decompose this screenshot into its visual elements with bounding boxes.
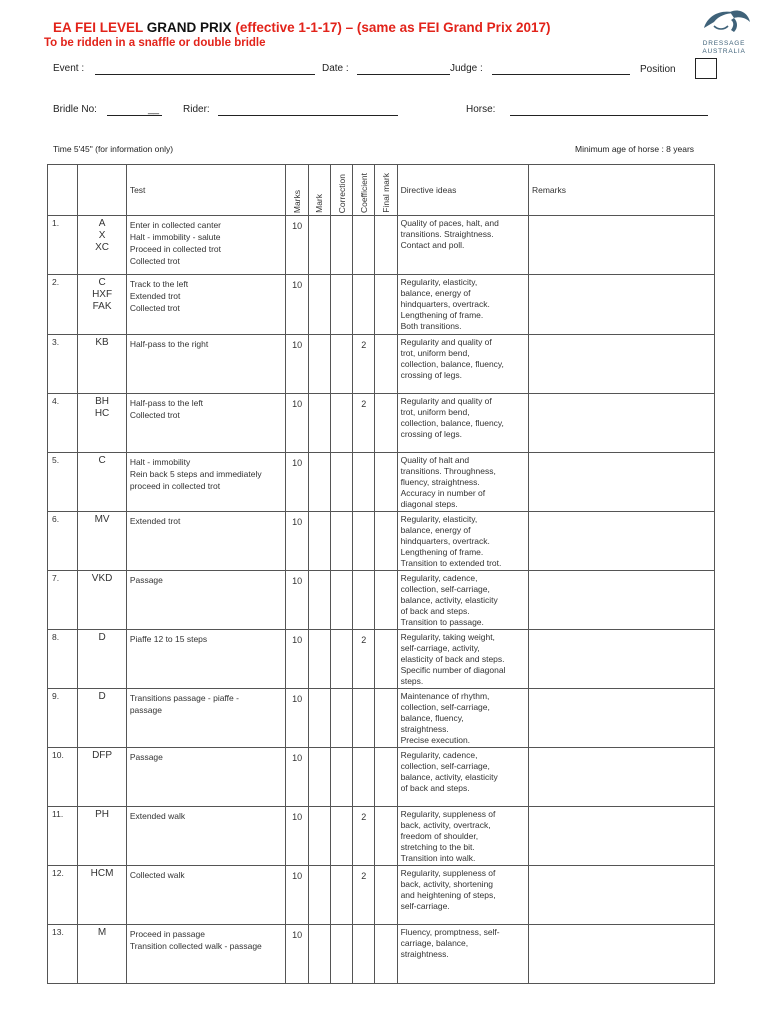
movement-directive-ideas [397,571,528,630]
movement-test-line: Rein back 5 steps and immediately [129,469,262,479]
movement-letter: KB [95,337,109,348]
movement-test [126,748,286,807]
directive-line: Quality of halt and [400,455,470,465]
movement-letters [78,866,127,925]
movement-coefficient [353,925,375,984]
directive-line: of back and steps. [400,783,470,793]
header-directive-ideas: Directive ideas [397,165,528,216]
movement-test-line: Extended trot [129,516,181,526]
minimum-age-info: Minimum age of horse : 8 years [575,144,695,154]
movement-coefficient: 2 [353,807,375,866]
movement-letters [78,807,127,866]
movement-letter: D [98,632,106,643]
remarks-entry-cell[interactable] [528,512,714,571]
movement-test [126,689,286,748]
page-subtitle: To be ridden in a snaffle or double bridle [44,37,266,49]
movement-max-marks: 10 [286,630,308,689]
directive-line: and heightening of steps, [400,890,496,900]
movement-test [126,512,286,571]
movement-letter: A [98,218,106,229]
mark-entry-cell[interactable] [308,335,330,394]
movement-test-line: Halt - immobility [129,457,191,467]
directive-line: Transition to extended trot. [400,558,502,568]
mark-entry-cell[interactable] [308,453,330,512]
movement-directive-ideas [397,925,528,984]
header-marks-label: Marks [292,189,303,213]
directive-line: Regularity, elasticity, [400,514,478,524]
movement-test-line: passage [129,705,162,715]
directive-line: freedom of shoulder, [400,831,479,841]
movement-directive-ideas [397,275,528,335]
movement-number: 11. [48,807,78,866]
directive-line: collection, self-carriage, [400,702,490,712]
correction-entry-cell[interactable] [330,394,352,453]
movement-number: 12. [48,866,78,925]
correction-entry-cell[interactable] [330,925,352,984]
directive-line: balance, energy of [400,288,471,298]
position-box[interactable] [695,58,717,79]
final-mark-entry-cell[interactable] [375,866,397,925]
final-mark-entry-cell[interactable] [375,335,397,394]
movement-test-line: Halt - immobility - salute [129,232,221,242]
title-test-name: GRAND PRIX [146,20,232,35]
movement-number: 2. [48,275,78,335]
movement-coefficient: 2 [353,630,375,689]
mark-entry-cell[interactable] [308,689,330,748]
movement-directive-ideas [397,807,528,866]
final-mark-entry-cell[interactable] [375,925,397,984]
directive-line: stretching to the bit. [400,842,475,852]
header-marks [286,165,308,216]
directive-line: Regularity, taking weight, [400,632,495,642]
movement-letter: FAK [92,301,112,312]
final-mark-entry-cell[interactable] [375,453,397,512]
movement-test [126,394,286,453]
directive-line: Regularity and quality of [400,396,492,406]
directive-line: hindquarters, overtrack. [400,536,490,546]
directive-line: collection, self-carriage, [400,761,490,771]
bridle-value: __ [148,104,160,115]
movement-letter: XC [95,242,110,253]
directive-line: Transition into walk. [400,853,476,863]
table-header-row [48,165,715,216]
directive-line: balance, activity, elasticity [400,772,498,782]
final-mark-entry-cell[interactable] [375,216,397,275]
correction-entry-cell[interactable] [330,571,352,630]
movement-max-marks: 10 [286,925,308,984]
movement-row [48,571,715,630]
movement-letter: D [98,691,106,702]
movement-test-line: Collected trot [129,256,180,266]
movement-letter: C [98,277,106,288]
movement-max-marks: 10 [286,689,308,748]
test-sheet-table [47,164,715,984]
movement-coefficient [353,453,375,512]
directive-line: crossing of legs. [400,370,462,380]
movement-number: 8. [48,630,78,689]
movement-directive-ideas [397,216,528,275]
header-number [48,165,78,216]
movement-number: 13. [48,925,78,984]
movement-test [126,335,286,394]
movement-coefficient [353,216,375,275]
directive-line: steps. [400,676,424,686]
movement-directive-ideas [397,748,528,807]
movement-test-line: Collected trot [129,303,180,313]
final-mark-entry-cell[interactable] [375,689,397,748]
correction-entry-cell[interactable] [330,453,352,512]
logo-line-1: DRESSAGE [702,40,746,47]
directive-line: Fluency, promptness, self- [400,927,500,937]
directive-line: Regularity, suppleness of [400,868,496,878]
movement-test-line: proceed in collected trot [129,481,221,491]
mark-entry-cell[interactable] [308,571,330,630]
directive-line: transitions. Throughness, [400,466,496,476]
directive-line: collection, self-carriage, [400,584,490,594]
movement-directive-ideas [397,394,528,453]
movement-test [126,925,286,984]
movement-letters [78,394,127,453]
movement-test-line: Passage [129,752,163,762]
mark-entry-cell[interactable] [308,925,330,984]
movement-test-line: Collected walk [129,870,185,880]
movement-coefficient [353,512,375,571]
header-letters [78,165,127,216]
movement-number: 1. [48,216,78,275]
remarks-entry-cell[interactable] [528,453,714,512]
remarks-entry-cell[interactable] [528,630,714,689]
directive-line: balance, energy of [400,525,471,535]
remarks-entry-cell[interactable] [528,216,714,275]
horse-field[interactable] [510,115,708,116]
directive-line: trot, uniform bend, [400,348,470,358]
movement-test [126,275,286,335]
time-info: Time 5'45" (for information only) [53,144,174,154]
directive-line: straightness. [400,949,449,959]
movement-max-marks: 10 [286,748,308,807]
final-mark-entry-cell[interactable] [375,748,397,807]
remarks-entry-cell[interactable] [528,394,714,453]
movement-directive-ideas [397,512,528,571]
correction-entry-cell[interactable] [330,748,352,807]
movement-letter: DFP [92,750,113,761]
correction-entry-cell[interactable] [330,335,352,394]
movement-number: 5. [48,453,78,512]
directive-line: Regularity, elasticity, [400,277,478,287]
header-final-mark-label: Final mark [380,173,391,213]
final-mark-entry-cell[interactable] [375,630,397,689]
movement-row [48,335,715,394]
directive-line: Lengthening of frame. [400,547,484,557]
movement-row [48,394,715,453]
movement-number: 3. [48,335,78,394]
movement-coefficient [353,275,375,335]
mark-entry-cell[interactable] [308,275,330,335]
directive-line: trot, uniform bend, [400,407,470,417]
header-mark [308,165,330,216]
movement-coefficient: 2 [353,335,375,394]
directive-line: of back and steps. [400,606,470,616]
date-field[interactable] [357,74,450,75]
header-test: Test [126,165,286,216]
movement-test-line: Transitions passage - piaffe - [129,693,239,703]
final-mark-entry-cell[interactable] [375,571,397,630]
directive-line: back, activity, overtrack, [400,820,491,830]
directive-line: Both transitions. [400,321,462,331]
movement-directive-ideas [397,689,528,748]
movement-letters [78,925,127,984]
correction-entry-cell[interactable] [330,807,352,866]
directive-line: Regularity, cadence, [400,750,478,760]
movement-max-marks: 10 [286,807,308,866]
movement-row [48,453,715,512]
directive-line: balance, fluency, [400,713,464,723]
movement-number: 6. [48,512,78,571]
mark-entry-cell[interactable] [308,512,330,571]
correction-entry-cell[interactable] [330,630,352,689]
mark-entry-cell[interactable] [308,748,330,807]
movement-directive-ideas [397,630,528,689]
movement-test-line: Piaffe 12 to 15 steps [129,634,208,644]
movement-directive-ideas [397,866,528,925]
movement-number: 9. [48,689,78,748]
movement-letter: BH [95,396,110,407]
movement-letter: VKD [91,573,113,584]
horse-label: Horse: [466,104,496,115]
date-label: Date : [322,63,349,74]
movement-letter: MV [94,514,110,525]
movement-directive-ideas [397,453,528,512]
movement-max-marks: 10 [286,866,308,925]
movement-number: 7. [48,571,78,630]
movement-max-marks: 10 [286,394,308,453]
movement-directive-ideas [397,335,528,394]
movement-coefficient [353,571,375,630]
movement-test-line: Proceed in passage [129,929,205,939]
movement-letters [78,571,127,630]
directive-line: Contact and poll. [400,240,465,250]
movement-test-line: Transition collected walk - passage [129,941,262,951]
mark-entry-cell[interactable] [308,630,330,689]
event-label: Event : [53,63,85,74]
movement-test [126,571,286,630]
directive-line: self-carriage. [400,901,450,911]
movement-letter: HXF [92,289,113,300]
directive-line: elasticity of back and steps. [400,654,505,664]
movement-max-marks: 10 [286,216,308,275]
movement-max-marks: 10 [286,335,308,394]
remarks-entry-cell[interactable] [528,807,714,866]
directive-line: Maintenance of rhythm, [400,691,490,701]
movement-letters [78,453,127,512]
remarks-entry-cell[interactable] [528,335,714,394]
movement-test [126,866,286,925]
title-level: EA FEI LEVEL [53,20,144,35]
correction-entry-cell[interactable] [330,512,352,571]
movement-number: 10. [48,748,78,807]
title-effective: (effective 1-1-17) – (same as FEI Grand Prix 2017) [235,20,551,35]
rider-field[interactable] [218,115,398,116]
remarks-entry-cell[interactable] [528,571,714,630]
header-mark-label: Mark [314,194,325,213]
rider-label: Rider: [183,104,210,115]
remarks-entry-cell[interactable] [528,866,714,925]
directive-line: collection, balance, fluency, [400,359,504,369]
header-correction [330,165,352,216]
directive-line: back, activity, shortening [400,879,494,889]
final-mark-entry-cell[interactable] [375,275,397,335]
movement-letter: HC [94,408,110,419]
movement-letters [78,275,127,335]
correction-entry-cell[interactable] [330,275,352,335]
directive-line: collection, balance, fluency, [400,418,504,428]
directive-line: Specific number of diagonal [400,665,506,675]
remarks-entry-cell[interactable] [528,748,714,807]
movement-test-line: Extended walk [129,811,186,821]
bridle-field[interactable] [107,115,162,116]
movement-test [126,216,286,275]
final-mark-entry-cell[interactable] [375,807,397,866]
movement-test [126,630,286,689]
movement-test-line: Passage [129,575,163,585]
correction-entry-cell[interactable] [330,216,352,275]
remarks-entry-cell[interactable] [528,275,714,335]
movement-test-line: Proceed in collected trot [129,244,222,254]
directive-line: Quality of paces, halt, and [400,218,499,228]
movement-row [48,689,715,748]
movement-letter: M [97,927,107,938]
movement-test-line: Half-pass to the right [129,339,209,349]
movement-test-line: Half-pass to the left [129,398,204,408]
movement-letter: C [98,455,106,466]
movement-max-marks: 10 [286,275,308,335]
final-mark-entry-cell[interactable] [375,512,397,571]
directive-line: Transition to passage. [400,617,484,627]
header-coefficient-label: Coefficient [358,172,369,213]
movement-letters [78,335,127,394]
movement-row [48,630,715,689]
movement-coefficient: 2 [353,394,375,453]
movement-letters [78,689,127,748]
event-field[interactable] [95,74,315,75]
directive-line: carriage, balance, [400,938,469,948]
directive-line: crossing of legs. [400,429,462,439]
directive-line: Lengthening of frame. [400,310,484,320]
page-title [53,20,550,35]
correction-entry-cell[interactable] [330,689,352,748]
movement-row [48,866,715,925]
header-remarks: Remarks [528,165,714,216]
movement-letters [78,216,127,275]
movement-row [48,807,715,866]
directive-line: Accuracy in number of [400,488,486,498]
judge-label: Judge : [450,63,483,74]
movement-letter: PH [95,809,110,820]
movement-test-line: Enter in collected canter [129,220,222,230]
directive-line: balance, activity, elasticity [400,595,498,605]
movement-row [48,275,715,335]
movement-coefficient [353,689,375,748]
movement-test-line: Track to the left [129,279,189,289]
directive-line: self-carriage, activity, [400,643,480,653]
remarks-entry-cell[interactable] [528,689,714,748]
directive-line: fluency, straightness. [400,477,480,487]
final-mark-entry-cell[interactable] [375,394,397,453]
mark-entry-cell[interactable] [308,866,330,925]
movement-letter: X [98,230,106,241]
directive-line: straightness. [400,724,449,734]
header-coefficient [353,165,375,216]
logo-line-2: AUSTRALIA [702,48,746,55]
bridle-label: Bridle No: [53,104,97,115]
movement-row [48,216,715,275]
movement-number: 4. [48,394,78,453]
directive-line: Precise execution. [400,735,471,745]
directive-line: hindquarters, overtrack. [400,299,490,309]
directive-line: Regularity, suppleness of [400,809,496,819]
correction-entry-cell[interactable] [330,866,352,925]
directive-line: Regularity, cadence, [400,573,478,583]
mark-entry-cell[interactable] [308,807,330,866]
movement-letter: HCM [90,868,114,879]
judge-field[interactable] [492,74,630,75]
mark-entry-cell[interactable] [308,216,330,275]
remarks-entry-cell[interactable] [528,925,714,984]
movement-test-line: Extended trot [129,291,181,301]
movement-test-line: Collected trot [129,410,180,420]
position-label: Position [640,64,676,75]
movement-row [48,748,715,807]
movement-letters [78,630,127,689]
header-final-mark [375,165,397,216]
movement-letters [78,512,127,571]
movement-row [48,512,715,571]
movement-max-marks: 10 [286,512,308,571]
directive-line: diagonal steps. [400,499,458,509]
directive-line: transitions. Straightness. [400,229,494,239]
movement-row [48,925,715,984]
mark-entry-cell[interactable] [308,394,330,453]
movement-coefficient: 2 [353,866,375,925]
directive-line: Regularity and quality of [400,337,492,347]
movement-test [126,807,286,866]
movement-coefficient [353,748,375,807]
header-correction-label: Correction [336,173,347,213]
logo-text [694,40,754,56]
movement-max-marks: 10 [286,571,308,630]
movement-test [126,453,286,512]
movement-max-marks: 10 [286,453,308,512]
movement-letters [78,748,127,807]
